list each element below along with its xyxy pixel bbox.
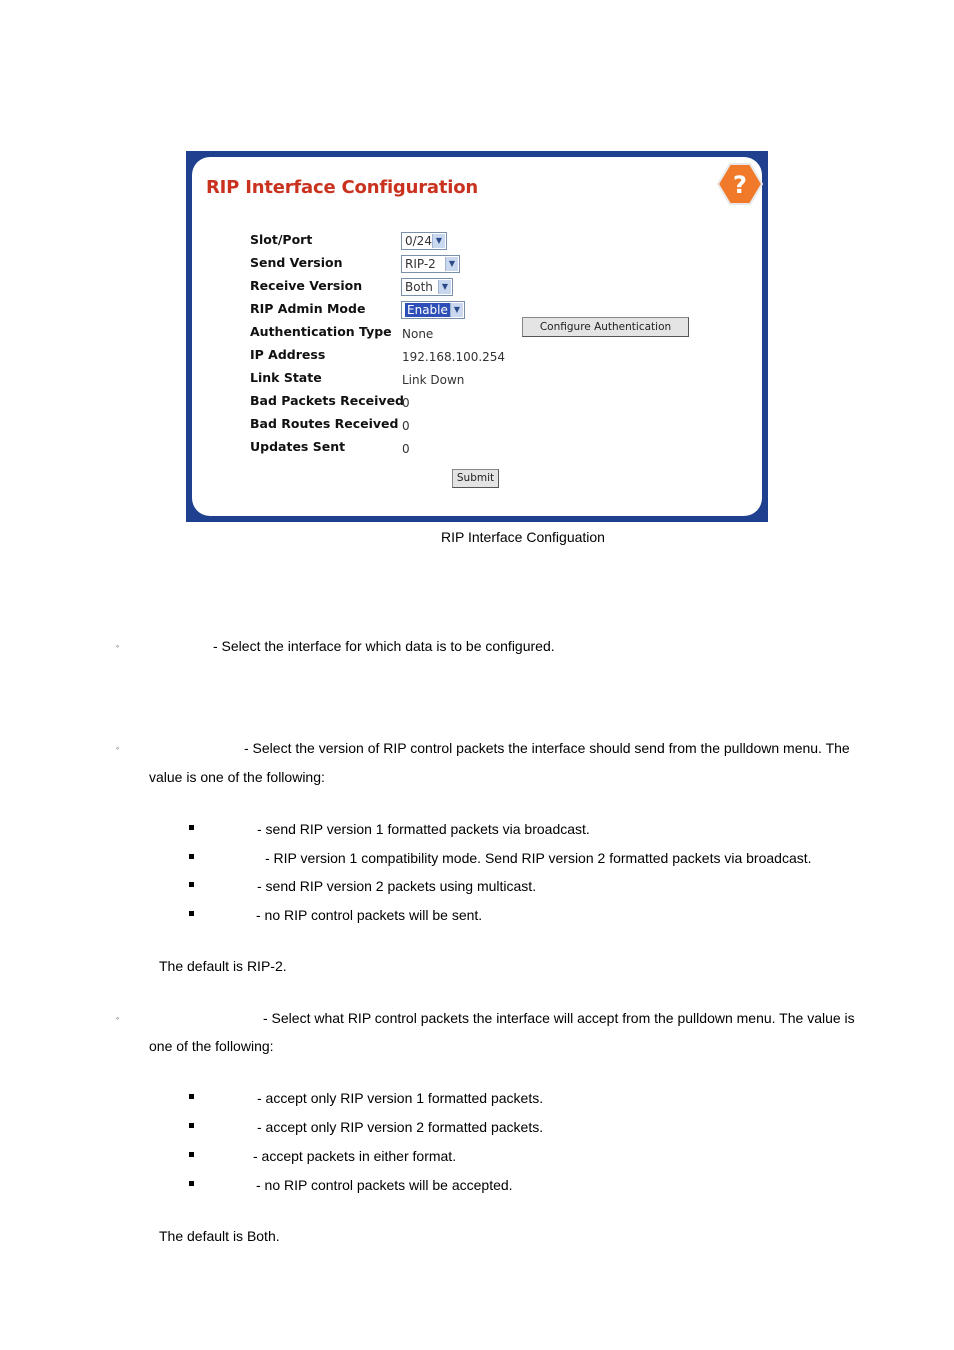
- select-value: 0/24: [405, 234, 432, 248]
- svg-text:?: ?: [733, 171, 747, 199]
- send-version-select[interactable]: [401, 255, 460, 273]
- field-value: 192.168.100.254: [402, 350, 506, 364]
- square-bullet-icon: [189, 1181, 194, 1186]
- square-bullet-icon: [189, 882, 194, 887]
- field-value: 0: [402, 396, 410, 410]
- field-receive-version: [250, 278, 720, 298]
- field-label: Authentication Type: [250, 324, 392, 339]
- rip-interface-config-screenshot: [186, 151, 768, 522]
- slot-port-description: - Select the interface for which data is to be configured.: [213, 638, 555, 654]
- send-option-item: - no RIP control packets will be sent.: [256, 907, 483, 923]
- send-option-item: - send RIP version 2 packets using multicast.: [257, 878, 537, 894]
- configure-authentication-button[interactable]: Configure Authentication: [522, 317, 689, 337]
- send-version-description: - Select the version of RIP control packets the interface should send from the pulldown menu. The: [244, 740, 850, 756]
- field-label: Receive Version: [250, 278, 363, 293]
- receive-option-item: - no RIP control packets will be accepted.: [256, 1177, 513, 1193]
- field-value: 0: [402, 419, 410, 433]
- chevron-down-icon: ▼: [438, 280, 451, 294]
- circle-bullet-icon: ◦: [116, 1013, 120, 1023]
- select-value: Enable: [407, 303, 448, 317]
- receive-option-item: - accept packets in either format.: [253, 1148, 457, 1164]
- field-send-version: [250, 255, 720, 275]
- field-value: 0: [402, 442, 410, 456]
- field-value: Link Down: [402, 373, 465, 387]
- square-bullet-icon: [189, 854, 194, 859]
- field-label: Slot/Port: [250, 232, 313, 247]
- rip-admin-mode-select[interactable]: [401, 301, 465, 319]
- send-version-description-cont: value is one of the following:: [149, 769, 325, 785]
- send-version-default: The default is RIP-2.: [159, 958, 287, 974]
- chevron-down-icon: ▼: [450, 303, 463, 317]
- square-bullet-icon: [189, 1094, 194, 1099]
- screenshot-content: [192, 157, 762, 516]
- field-value: None: [402, 327, 434, 341]
- select-value: RIP-2: [405, 257, 436, 271]
- receive-version-select[interactable]: [401, 278, 453, 296]
- field-label: Updates Sent: [250, 439, 346, 454]
- figure-caption: RIP Interface Configuation: [441, 529, 605, 545]
- square-bullet-icon: [189, 1152, 194, 1157]
- field-slot-port: [250, 232, 720, 252]
- send-option-item: - send RIP version 1 formatted packets via broadcast.: [257, 821, 590, 837]
- receive-version-default: The default is Both.: [159, 1228, 280, 1244]
- select-value: Both: [405, 280, 433, 294]
- field-ip-address: [250, 347, 720, 367]
- field-bad-routes-received: [250, 416, 720, 436]
- field-label: Send Version: [250, 255, 343, 270]
- receive-version-description-cont: one of the following:: [149, 1038, 274, 1054]
- field-label: Bad Packets Received: [250, 393, 405, 408]
- field-label: RIP Admin Mode: [250, 301, 366, 316]
- submit-button[interactable]: Submit: [452, 469, 499, 488]
- receive-version-description: - Select what RIP control packets the interface will accept from the pulldown menu. The value is: [263, 1010, 855, 1026]
- screenshot-title: RIP Interface Configuration: [206, 177, 479, 198]
- field-label: Bad Routes Received: [250, 416, 399, 431]
- circle-bullet-icon: ◦: [116, 641, 120, 651]
- send-option-item: - RIP version 1 compatibility mode. Send RIP version 2 formatted packets via broadcast.: [265, 850, 812, 866]
- question-mark-icon[interactable]: [716, 162, 764, 206]
- square-bullet-icon: [189, 911, 194, 916]
- field-label: Link State: [250, 370, 322, 385]
- circle-bullet-icon: ◦: [116, 743, 120, 753]
- square-bullet-icon: [189, 825, 194, 830]
- receive-option-item: - accept only RIP version 2 formatted packets.: [257, 1119, 544, 1135]
- receive-option-item: - accept only RIP version 1 formatted packets.: [257, 1090, 544, 1106]
- square-bullet-icon: [189, 1123, 194, 1128]
- field-bad-packets-received: [250, 393, 720, 413]
- field-label: IP Address: [250, 347, 326, 362]
- chevron-down-icon: ▼: [445, 257, 458, 271]
- slot-port-select[interactable]: [401, 232, 447, 250]
- field-updates-sent: [250, 439, 720, 459]
- chevron-down-icon: ▼: [432, 234, 445, 248]
- field-link-state: [250, 370, 720, 390]
